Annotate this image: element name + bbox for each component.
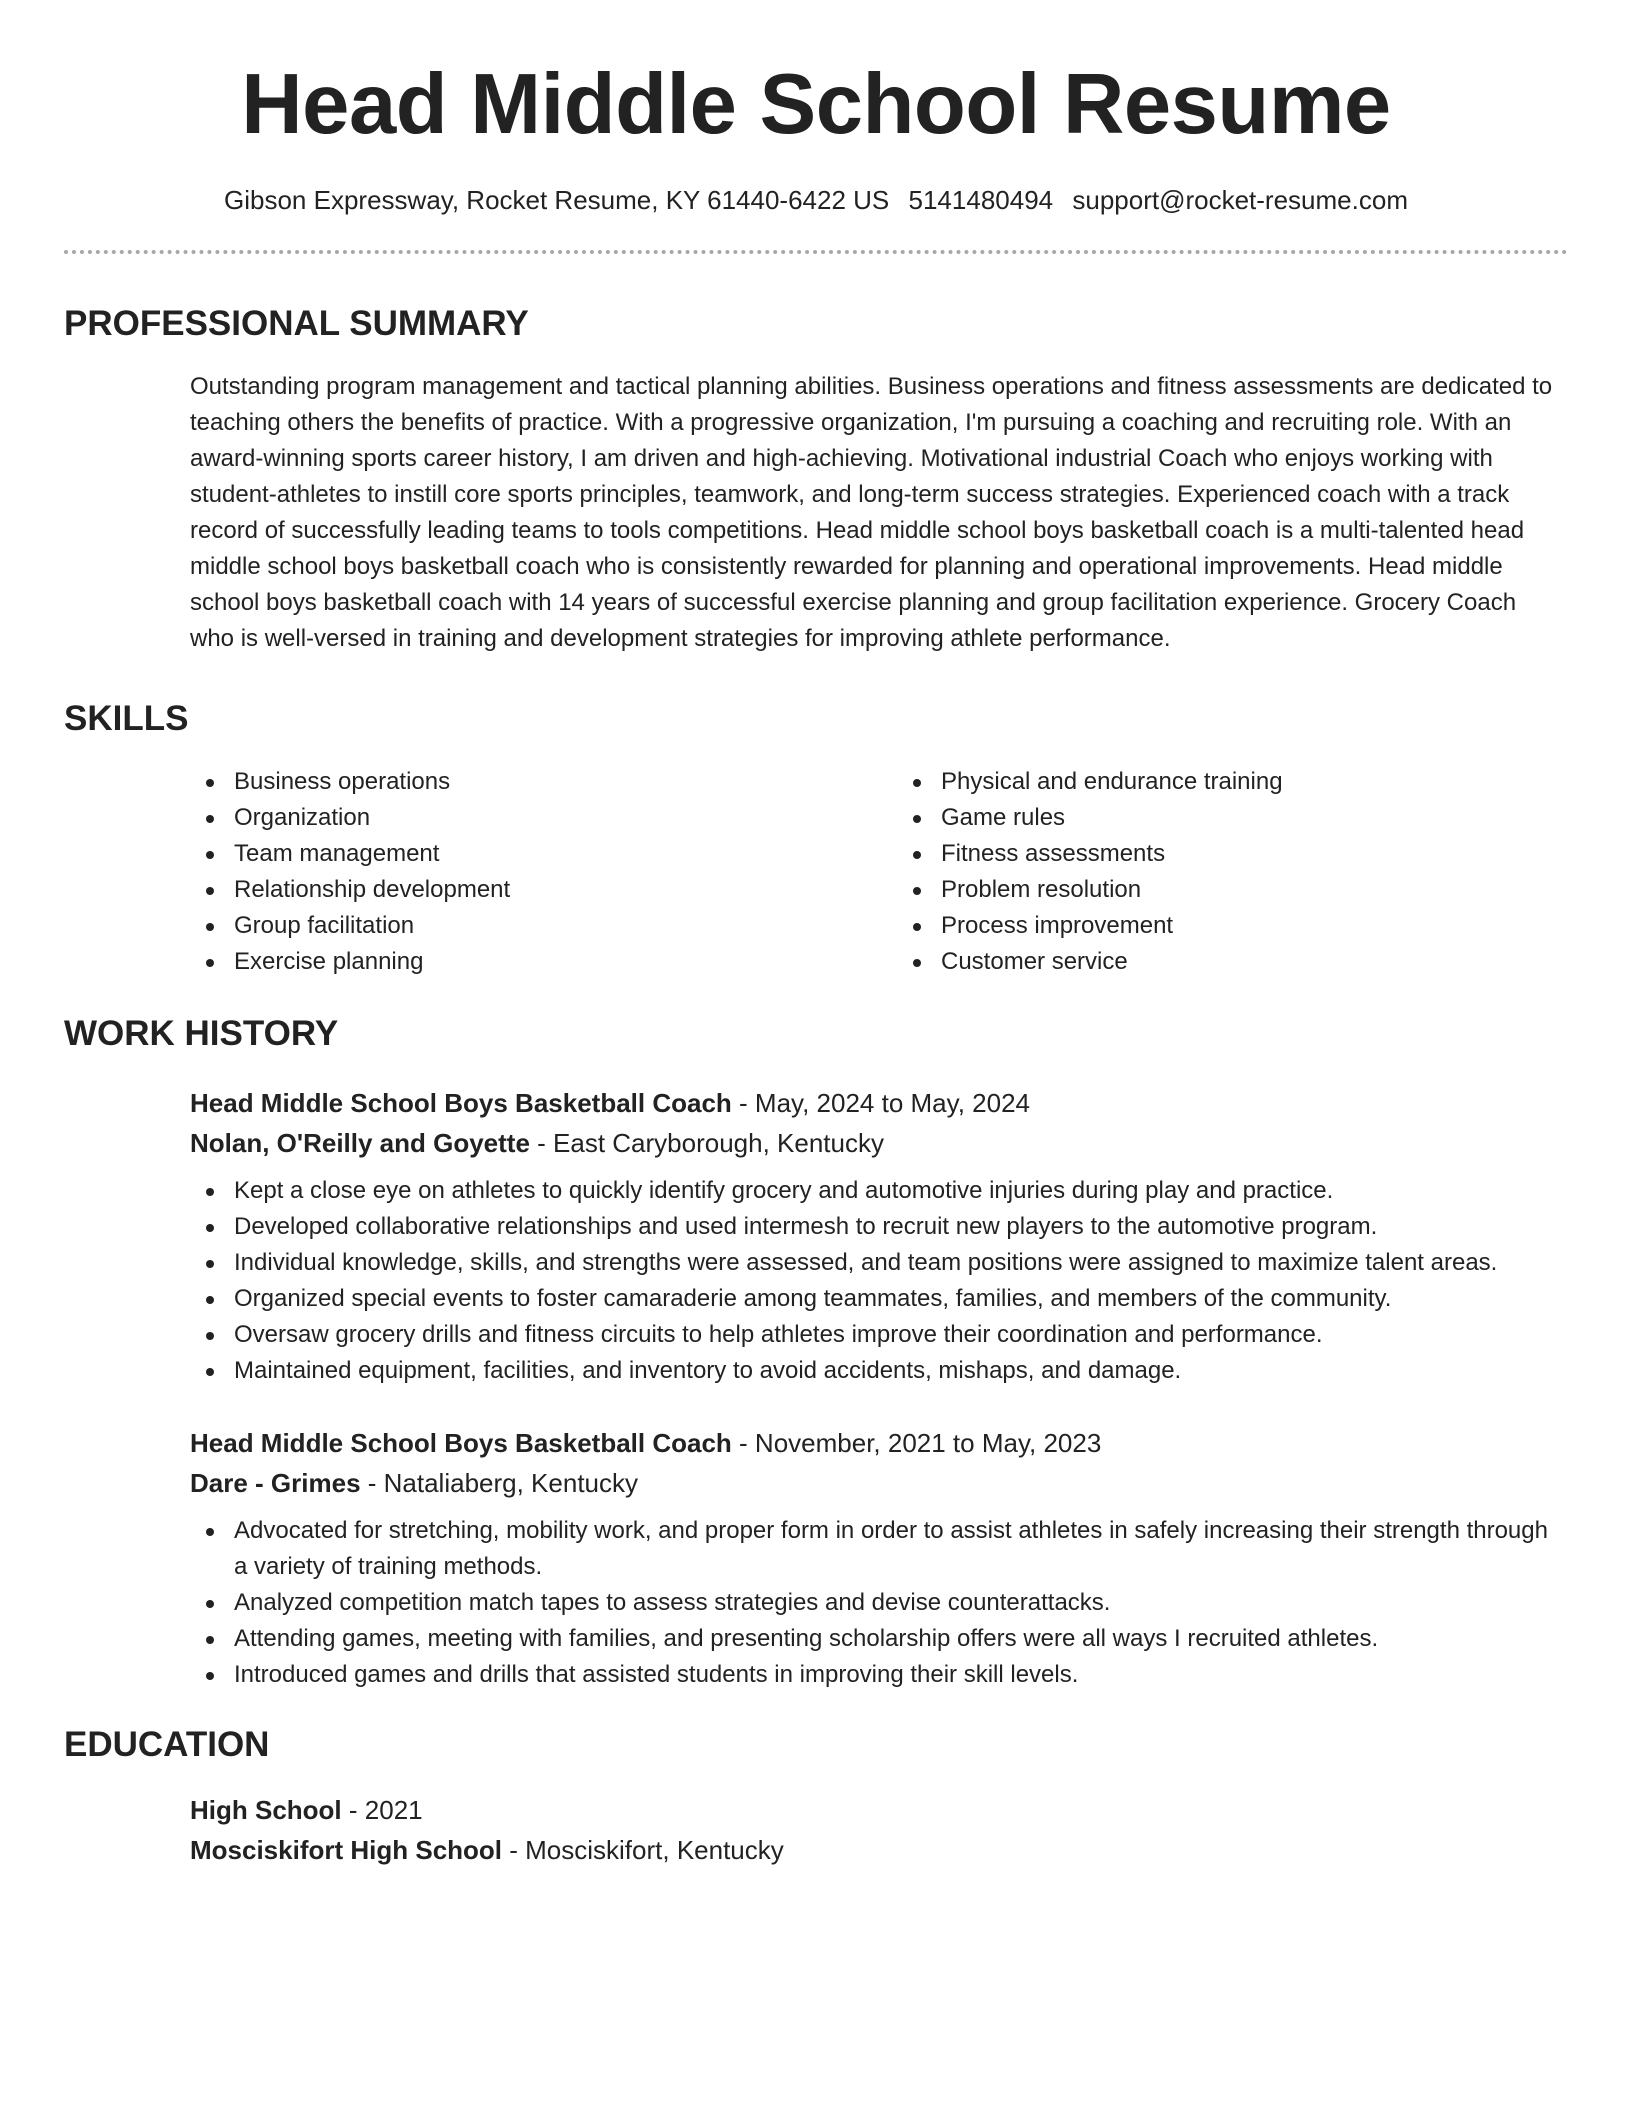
resume-title: Head Middle School Resume [241,57,1391,152]
contact-email: support@rocket-resume.com [1072,185,1408,215]
job-bullet: Attending games, meeting with families, and presenting scholarship offers were all ways I recruited athletes. [190,1621,1564,1657]
job-bullet: Organized special events to foster camaraderie among teammates, families, and members of the community. [190,1281,1564,1317]
job-company-line [190,1123,1564,1163]
job-role: Head Middle School Boys Basketball Coach [190,1088,732,1118]
skill-item: Physical and endurance training [897,764,1564,800]
education-degree-line [190,1790,1564,1830]
job-bullet: Introduced games and drills that assisted students in improving their skill levels. [190,1657,1564,1693]
job-location: - East Caryborough, Kentucky [529,1128,884,1158]
skill-item: Game rules [897,800,1564,836]
job-title-line [190,1083,1564,1123]
skill-item: Team management [190,836,857,872]
summary-text: Outstanding program management and tactical planning abilities. Business operations and fitness assessments are dedicated to teaching others the benefits of practice. With a progressive organization, I'm pursuing a coaching and recruiting role. With an award-winning sports career history, I am driven and high-achieving. Motivational industrial Coach who enjoys working with student-athletes to instill core sports principles, teamwork, and long-term success strategies. Experienced coach with a track record of successfully leading teams to tools competitions. Head middle school boys basketball coach is a multi-talented head middle school boys basketball coach who is consistently rewarded for planning and operational improvements. Head middle school boys basketball coach with 14 years of successful exercise planning and group facilitation experience. Grocery Coach who is well-versed in training and development strategies for improving athlete performance. [190,373,1553,652]
skill-item: Organization [190,800,857,836]
skill-item: Relationship development [190,872,857,908]
contact-line [64,185,1568,216]
skills-list-left [190,764,857,980]
job-bullet: Developed collaborative relationships and used intermesh to recruit new players to the automotive program. [190,1209,1564,1245]
job-dates: - November, 2021 to May, 2023 [731,1428,1102,1458]
job-entry [64,1083,1568,1389]
job-title-line [190,1423,1564,1463]
header-divider [64,250,1568,254]
education-heading: EDUCATION [64,1725,270,1764]
skill-item: Process improvement [897,908,1564,944]
job-bullet: Kept a close eye on athletes to quickly identify grocery and automotive injuries during play and practice. [190,1173,1564,1209]
job-bullet: Oversaw grocery drills and fitness circuits to help athletes improve their coordination and performance. [190,1317,1564,1353]
job-dates: - May, 2024 to May, 2024 [731,1088,1030,1118]
skill-item: Fitness assessments [897,836,1564,872]
contact-phone: 5141480494 [908,185,1054,215]
summary-heading: PROFESSIONAL SUMMARY [64,304,529,343]
work-heading: WORK HISTORY [64,1014,339,1053]
job-company: Dare - Grimes [190,1468,361,1498]
education-entry [64,1790,1568,1870]
job-bullets [64,1173,1564,1389]
skills-list-right [897,764,1564,980]
education-school: Mosciskifort High School [190,1835,503,1865]
education-school-line [190,1830,1564,1870]
job-company-line [190,1463,1564,1503]
skill-item: Exercise planning [190,944,857,980]
job-bullets [64,1513,1564,1693]
skills-heading: SKILLS [64,699,189,738]
job-entry [64,1423,1568,1693]
education-location: - Mosciskifort, Kentucky [502,1835,784,1865]
skill-item: Group facilitation [190,908,857,944]
job-bullet: Advocated for stretching, mobility work, and proper form in order to assist athletes in safely increasing their strength through a variety of training methods. [190,1513,1564,1585]
skill-item: Problem resolution [897,872,1564,908]
job-bullet: Maintained equipment, facilities, and inventory to avoid accidents, mishaps, and damage. [190,1353,1564,1389]
job-role: Head Middle School Boys Basketball Coach [190,1428,732,1458]
education-degree: High School [190,1795,342,1825]
contact-address: Gibson Expressway, Rocket Resume, KY 61440-6422 US [224,185,890,215]
job-company: Nolan, O'Reilly and Goyette [190,1128,530,1158]
skill-item: Customer service [897,944,1564,980]
skills-grid [64,764,1568,980]
education-year: - 2021 [341,1795,423,1825]
skill-item: Business operations [190,764,857,800]
job-bullet: Individual knowledge, skills, and strengths were assessed, and team positions were assigned to maximize talent areas. [190,1245,1564,1281]
job-bullet: Analyzed competition match tapes to assess strategies and devise counterattacks. [190,1585,1564,1621]
job-location: - Nataliaberg, Kentucky [360,1468,638,1498]
